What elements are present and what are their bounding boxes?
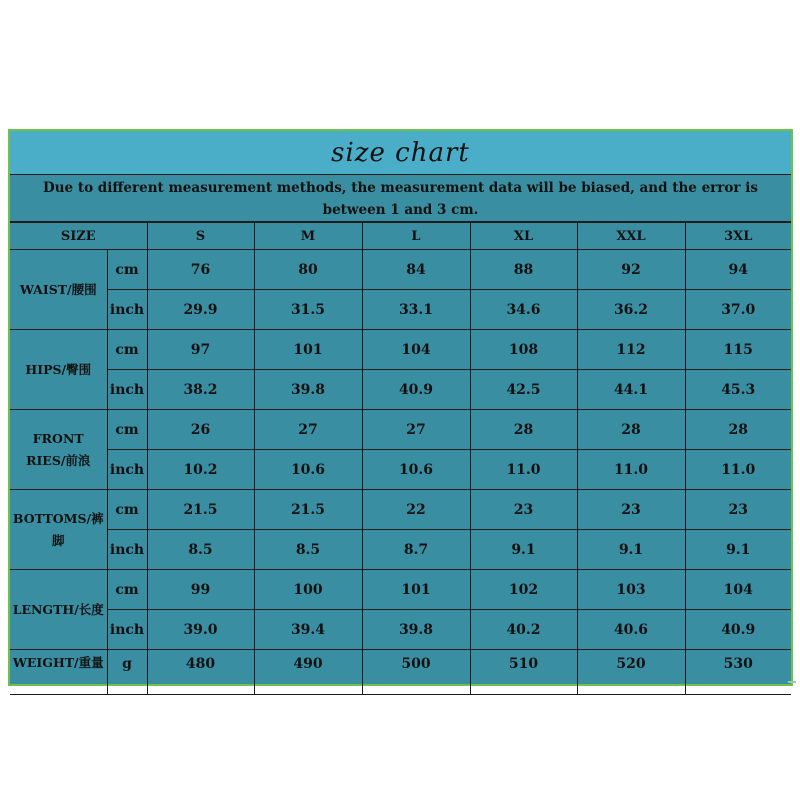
value-cell: 80 bbox=[254, 250, 362, 290]
value-cell: 76 bbox=[147, 250, 254, 290]
value-cell: 39.4 bbox=[254, 610, 362, 650]
waist-inch-row bbox=[10, 290, 791, 330]
value-cell: 8.7 bbox=[362, 530, 470, 570]
value-cell: 31.5 bbox=[254, 290, 362, 330]
value-cell: 104 bbox=[685, 570, 791, 610]
value-cell: 112 bbox=[577, 330, 685, 370]
value-cell: 39.8 bbox=[362, 610, 470, 650]
value-cell: 34.6 bbox=[470, 290, 577, 330]
value-cell: 99 bbox=[147, 570, 254, 610]
bottoms-cm-row bbox=[10, 490, 791, 530]
value-cell: 38.2 bbox=[147, 370, 254, 410]
size-3xl-header: 3XL bbox=[685, 223, 791, 250]
unit-cell: g bbox=[107, 650, 147, 695]
value-cell: 510 bbox=[470, 650, 577, 695]
unit-cell: cm bbox=[107, 490, 147, 530]
value-cell: 28 bbox=[685, 410, 791, 450]
waist-label: WAIST/腰围 bbox=[10, 250, 107, 330]
value-cell: 26 bbox=[147, 410, 254, 450]
hips-cm-row bbox=[10, 330, 791, 370]
unit-cell: inch bbox=[107, 370, 147, 410]
value-cell: 103 bbox=[577, 570, 685, 610]
size-chart-frame bbox=[8, 129, 793, 686]
measurement-notice: Due to different measurement methods, the measurement data will be biased, and the error is between 1 and 3 cm. bbox=[10, 175, 791, 222]
value-cell: 84 bbox=[362, 250, 470, 290]
value-cell: 8.5 bbox=[254, 530, 362, 570]
value-cell: 40.2 bbox=[470, 610, 577, 650]
value-cell: 27 bbox=[362, 410, 470, 450]
value-cell: 97 bbox=[147, 330, 254, 370]
value-cell: 40.6 bbox=[577, 610, 685, 650]
front-ries-label: FRONT RIES/前浪 bbox=[10, 410, 107, 490]
length-cm-row bbox=[10, 570, 791, 610]
size-m-header: M bbox=[254, 223, 362, 250]
header-row bbox=[10, 223, 791, 250]
value-cell: 40.9 bbox=[685, 610, 791, 650]
weight-row bbox=[10, 650, 791, 695]
bottoms-label: BOTTOMS/裤脚 bbox=[10, 490, 107, 570]
hips-label: HIPS/臀围 bbox=[10, 330, 107, 410]
value-cell: 9.1 bbox=[577, 530, 685, 570]
length-inch-row bbox=[10, 610, 791, 650]
unit-cell: cm bbox=[107, 330, 147, 370]
value-cell: 490 bbox=[254, 650, 362, 695]
value-cell: 94 bbox=[685, 250, 791, 290]
value-cell: 28 bbox=[470, 410, 577, 450]
value-cell: 101 bbox=[254, 330, 362, 370]
value-cell: 23 bbox=[470, 490, 577, 530]
value-cell: 100 bbox=[254, 570, 362, 610]
value-cell: 104 bbox=[362, 330, 470, 370]
value-cell: 530 bbox=[685, 650, 791, 695]
value-cell: 9.1 bbox=[685, 530, 791, 570]
size-l-header: L bbox=[362, 223, 470, 250]
value-cell: 520 bbox=[577, 650, 685, 695]
weight-label: WEIGHT/重量 bbox=[12, 655, 104, 670]
value-cell: 11.0 bbox=[577, 450, 685, 490]
value-cell: 23 bbox=[577, 490, 685, 530]
front-ries-cm-row bbox=[10, 410, 791, 450]
value-cell: 11.0 bbox=[470, 450, 577, 490]
value-cell: 9.1 bbox=[470, 530, 577, 570]
unit-cell: inch bbox=[107, 450, 147, 490]
size-xl-header: XL bbox=[470, 223, 577, 250]
size-xxl-header: XXL bbox=[577, 223, 685, 250]
value-cell: 33.1 bbox=[362, 290, 470, 330]
value-cell: 45.3 bbox=[685, 370, 791, 410]
unit-cell: inch bbox=[107, 610, 147, 650]
value-cell: 10.2 bbox=[147, 450, 254, 490]
value-cell: 23 bbox=[685, 490, 791, 530]
size-header: SIZE bbox=[10, 223, 147, 250]
value-cell: 36.2 bbox=[577, 290, 685, 330]
value-cell: 27 bbox=[254, 410, 362, 450]
size-table bbox=[10, 222, 791, 695]
value-cell: 22 bbox=[362, 490, 470, 530]
bottoms-inch-row bbox=[10, 530, 791, 570]
edge-mark bbox=[788, 681, 796, 683]
length-label: LENGTH/长度 bbox=[10, 570, 107, 650]
value-cell: 44.1 bbox=[577, 370, 685, 410]
value-cell: 21.5 bbox=[147, 490, 254, 530]
unit-cell: cm bbox=[107, 410, 147, 450]
value-cell: 42.5 bbox=[470, 370, 577, 410]
value-cell: 480 bbox=[147, 650, 254, 695]
unit-cell: inch bbox=[107, 530, 147, 570]
value-cell: 21.5 bbox=[254, 490, 362, 530]
value-cell: 88 bbox=[470, 250, 577, 290]
value-cell: 10.6 bbox=[254, 450, 362, 490]
value-cell: 28 bbox=[577, 410, 685, 450]
value-cell: 92 bbox=[577, 250, 685, 290]
unit-cell: cm bbox=[107, 570, 147, 610]
value-cell: 29.9 bbox=[147, 290, 254, 330]
value-cell: 11.0 bbox=[685, 450, 791, 490]
waist-cm-row bbox=[10, 250, 791, 290]
value-cell: 39.0 bbox=[147, 610, 254, 650]
value-cell: 8.5 bbox=[147, 530, 254, 570]
value-cell: 102 bbox=[470, 570, 577, 610]
unit-cell: cm bbox=[107, 250, 147, 290]
size-s-header: S bbox=[147, 223, 254, 250]
value-cell: 40.9 bbox=[362, 370, 470, 410]
value-cell: 500 bbox=[362, 650, 470, 695]
value-cell: 39.8 bbox=[254, 370, 362, 410]
value-cell: 10.6 bbox=[362, 450, 470, 490]
hips-inch-row bbox=[10, 370, 791, 410]
value-cell: 115 bbox=[685, 330, 791, 370]
value-cell: 37.0 bbox=[685, 290, 791, 330]
weight-label-cell bbox=[10, 650, 107, 695]
title-bar bbox=[10, 131, 791, 175]
unit-cell: inch bbox=[107, 290, 147, 330]
value-cell: 108 bbox=[470, 330, 577, 370]
front-ries-inch-row bbox=[10, 450, 791, 490]
chart-title: size chart bbox=[331, 137, 470, 168]
value-cell: 101 bbox=[362, 570, 470, 610]
